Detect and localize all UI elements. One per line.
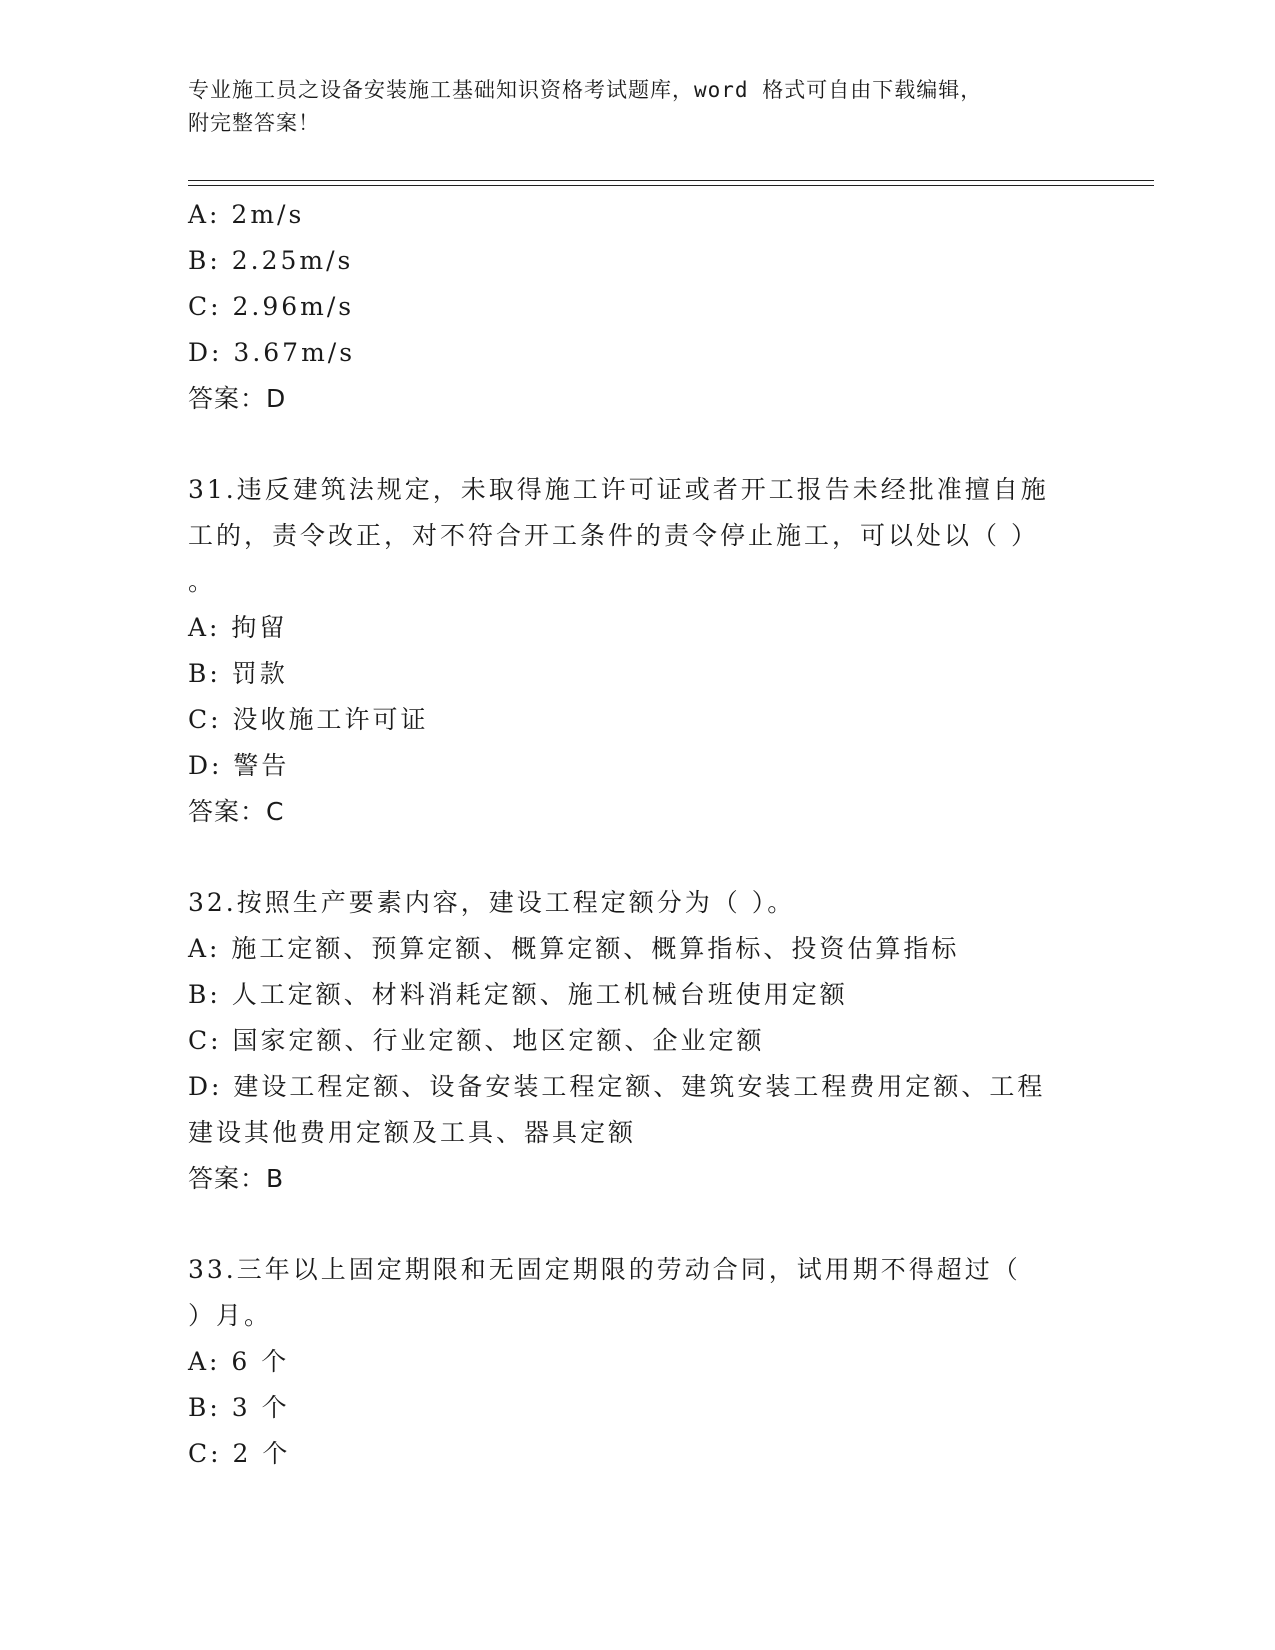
- question-33: [188, 1247, 1088, 1477]
- spacer: [188, 835, 1088, 880]
- option-b: B: 人工定额、材料消耗定额、施工机械台班使用定额: [188, 980, 848, 1009]
- question-32-text-line-1: 32.按照生产要素内容，建设工程定额分为（ ）。: [188, 888, 796, 917]
- answer-31: 答案：C: [188, 797, 285, 826]
- question-32: [188, 880, 1088, 1202]
- document-header: [188, 74, 1088, 140]
- header-rule-bottom: [188, 185, 1154, 186]
- option-d: D: 警告: [188, 751, 290, 780]
- option-c: C: 2.96m/s: [188, 292, 355, 321]
- option-c: C: 没收施工许可证: [188, 705, 429, 734]
- option-c: C: 国家定额、行业定额、地区定额、企业定额: [188, 1026, 765, 1055]
- question-31-text-line-3: 。: [188, 567, 217, 596]
- question-33-text-line-2: ）月。: [188, 1301, 273, 1330]
- spacer: [188, 1202, 1088, 1247]
- question-30-options: [188, 192, 1088, 422]
- option-d-continued: 建设其他费用定额及工具、器具定额: [188, 1118, 637, 1147]
- question-31-text-line-2: 工的，责令改正，对不符合开工条件的责令停止施工，可以处以（ ）: [188, 521, 1039, 550]
- option-b: B: 2.25m/s: [188, 246, 354, 275]
- header-title-line-1: 专业施工员之设备安装施工基础知识资格考试题库，word 格式可自由下载编辑，: [188, 78, 983, 102]
- question-31-text-line-1: 31.违反建筑法规定，未取得施工许可证或者开工报告未经批准擅自施: [188, 475, 1049, 504]
- option-a: A: 拘留: [188, 613, 288, 642]
- option-a: A: 施工定额、预算定额、概算定额、概算指标、投资估算指标: [188, 934, 960, 963]
- answer-30: 答案：D: [188, 384, 287, 413]
- answer-32: 答案：B: [188, 1164, 285, 1193]
- header-rule-top: [188, 180, 1154, 181]
- option-d: D: 建设工程定额、设备安装工程定额、建筑安装工程费用定额、工程: [188, 1072, 1046, 1101]
- question-33-text-line-1: 33.三年以上固定期限和无固定期限的劳动合同，试用期不得超过（: [188, 1255, 1021, 1284]
- option-b: B: 3 个: [188, 1393, 290, 1422]
- option-a: A: 2m/s: [188, 200, 305, 229]
- spacer: [188, 422, 1088, 467]
- option-c: C: 2 个: [188, 1439, 291, 1468]
- option-d: D: 3.67m/s: [188, 338, 356, 367]
- option-b: B: 罚款: [188, 659, 288, 688]
- option-a: A: 6 个: [188, 1347, 290, 1376]
- header-title-line-2: 附完整答案！: [188, 111, 320, 135]
- question-31: [188, 467, 1088, 835]
- question-list: [188, 192, 1088, 1477]
